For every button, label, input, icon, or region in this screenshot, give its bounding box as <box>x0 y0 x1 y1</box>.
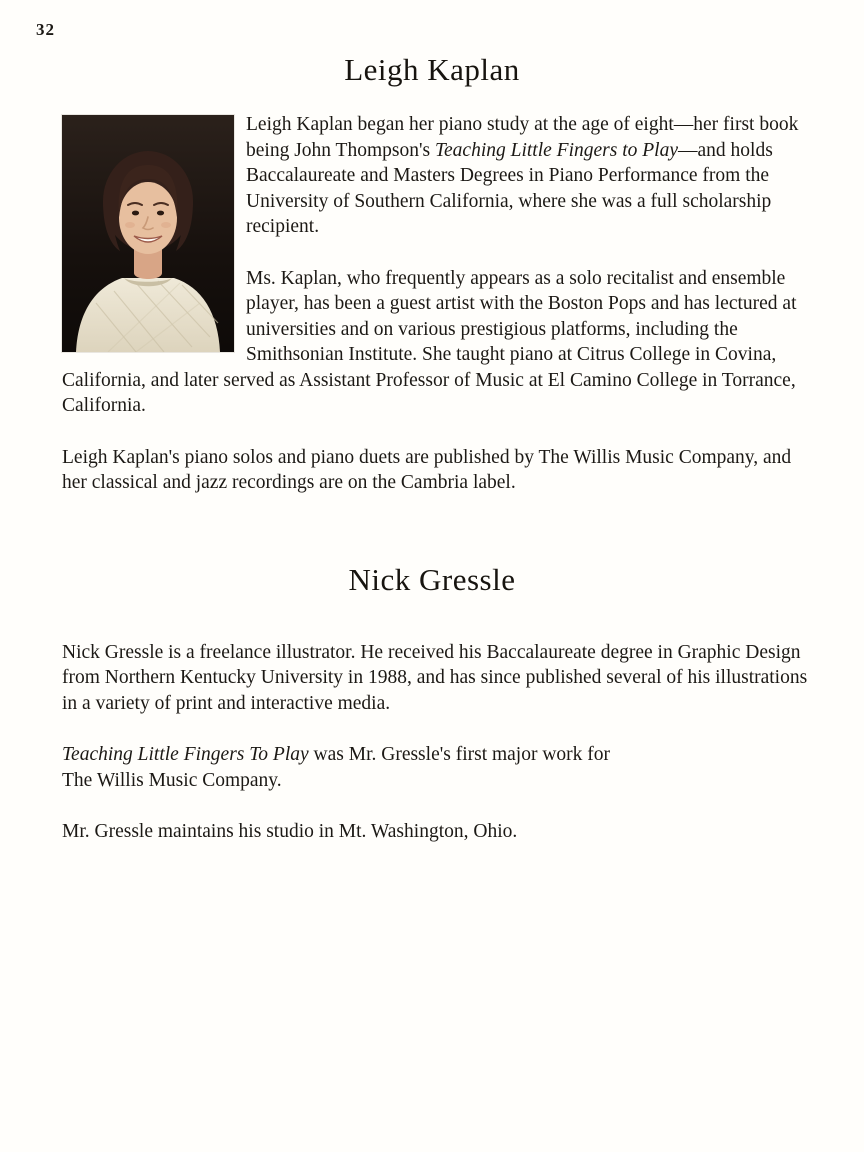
gressle-bio-section <box>62 640 816 845</box>
kaplan-paragraph-3: Leigh Kaplan's piano solos and piano duets are published by The Willis Music Company, and her classical and jazz recordings are on the Cambria label. <box>62 446 792 493</box>
kaplan-section-title: Leigh Kaplan <box>344 52 520 87</box>
gressle-paragraph-2: Teaching Little Fingers To Play was Mr. Gressle's first major work for The Willis Music Company. <box>62 744 611 791</box>
gressle-paragraph-1: Nick Gressle is a freelance illustrator. He received his Baccalaureate degree in Graphic Design from Northern Kentucky University in 1988, and has since published several of his illustrations in a variety of print and interactive media. <box>62 641 808 714</box>
gressle-section-title: Nick Gressle <box>348 561 516 597</box>
kaplan-paragraph-1: Leigh Kaplan began her piano study at the age of eight—her first book being John Thompson's Teaching Little Fingers to Play—and holds Baccalaureate and Masters Degrees in Piano Performance from the University of Southern California, where she was a full scholarship recipient. <box>246 114 799 237</box>
leigh-kaplan-portrait-photo <box>62 115 234 352</box>
kaplan-paragraph-2: Ms. Kaplan, who frequently appears as a solo recitalist and ensemble player, has been a guest artist with the Boston Pops and has lectured at universities and on various prestigious platforms, including the Smithsonian Institute. She taught piano at Citrus College in Covina, California, and later served as Assistant Professor of Music at El Camino College in Torrance, California. <box>62 267 797 416</box>
page-number: 32 <box>36 20 55 39</box>
kaplan-bio-section <box>62 112 816 496</box>
portrait-illustration <box>62 115 234 352</box>
gressle-paragraph-3: Mr. Gressle maintains his studio in Mt. Washington, Ohio. <box>62 821 518 842</box>
